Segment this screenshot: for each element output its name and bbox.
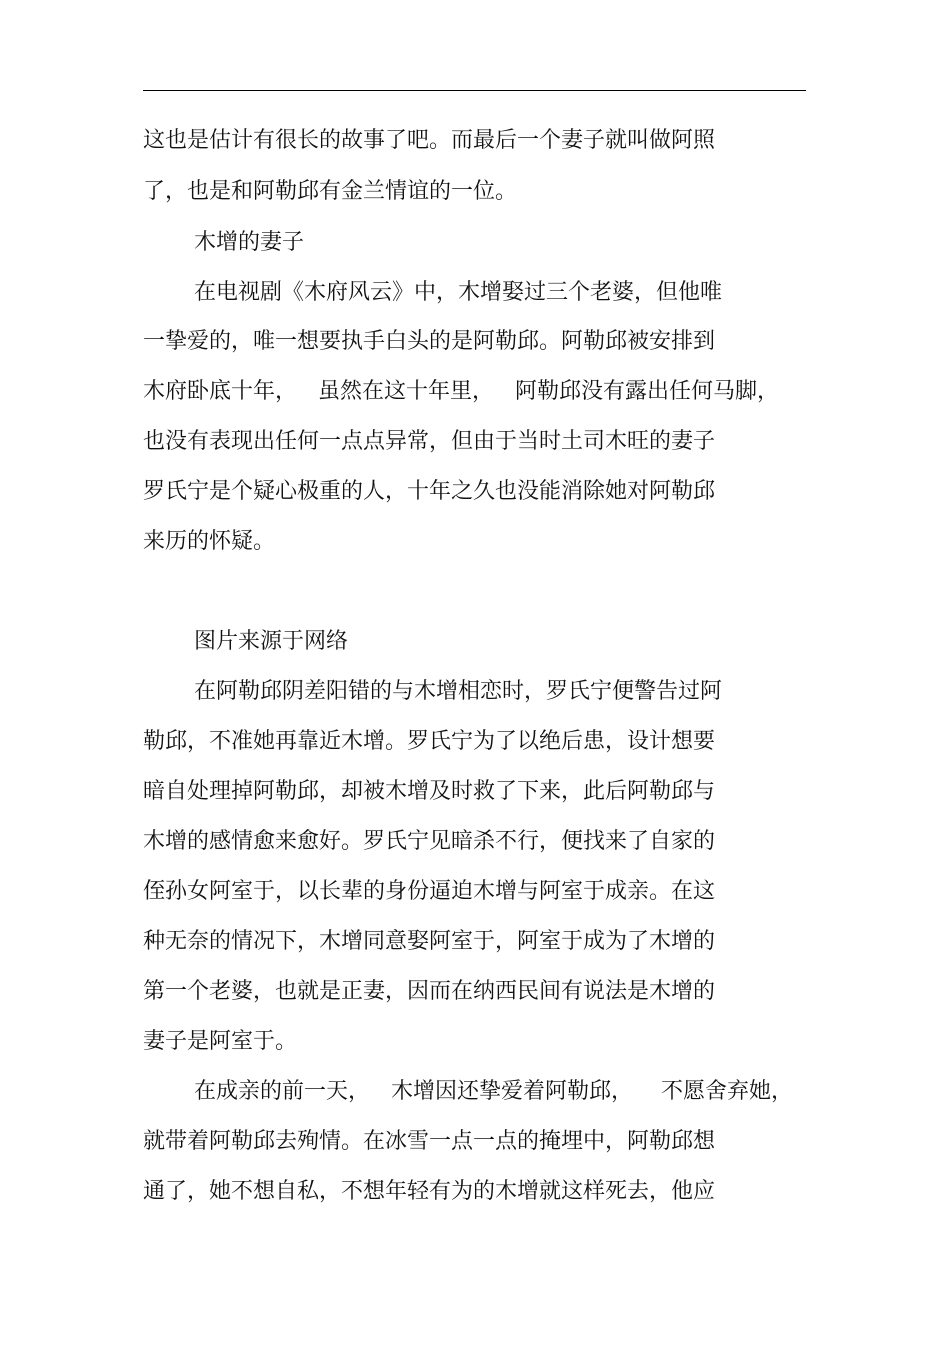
text-line: 了，也是和阿勒邱有金兰情谊的一位。 (143, 179, 518, 204)
text-line: 罗氏宁是个疑心极重的人，十年之久也没能消除她对阿勒邱 (143, 479, 716, 504)
header-rule (143, 90, 806, 91)
text-line: 来历的怀疑。 (143, 529, 276, 554)
text-line: 勒邱，不准她再靠近木增。罗氏宁为了以绝后患，设计想要 (143, 729, 716, 754)
image-caption: 图片来源于网络 (194, 629, 349, 654)
text-line: 在阿勒邱阴差阳错的与木增相恋时，罗氏宁便警告过阿 (194, 679, 723, 704)
text-line: 妻子是阿室于。 (143, 1029, 298, 1054)
text-line: 暗自处理掉阿勒邱，却被木增及时救了下来，此后阿勒邱与 (143, 779, 716, 804)
text-line: 就带着阿勒邱去殉情。在冰雪一点一点的掩埋中，阿勒邱想 (143, 1129, 716, 1154)
section-heading: 木增的妻子 (194, 230, 305, 255)
text-line: 在成亲的前一天， 木增因还挚爱着阿勒邱， 不愿舍弃她， (194, 1079, 793, 1104)
text-line: 通了，她不想自私，不想年轻有为的木增就这样死去，他应 (143, 1179, 716, 1204)
text-line: 这也是估计有很长的故事了吧。而最后一个妻子就叫做阿照 (143, 128, 716, 153)
text-line: 第一个老婆，也就是正妻，因而在纳西民间有说法是木增的 (143, 979, 716, 1004)
text-line: 木府卧底十年， 虽然在这十年里， 阿勒邱没有露出任何马脚， (143, 379, 779, 404)
text-line: 侄孙女阿室于，以长辈的身份逼迫木增与阿室于成亲。在这 (143, 879, 716, 904)
text-line: 种无奈的情况下，木增同意娶阿室于，阿室于成为了木增的 (143, 929, 716, 954)
text-line: 一挚爱的，唯一想要执手白头的是阿勒邱。阿勒邱被安排到 (143, 329, 716, 354)
text-line: 也没有表现出任何一点点异常，但由于当时土司木旺的妻子 (143, 429, 716, 454)
text-line: 在电视剧《木府风云》中，木增娶过三个老婆，但他唯 (194, 280, 723, 305)
text-line: 木增的感情愈来愈好。罗氏宁见暗杀不行，便找来了自家的 (143, 829, 716, 854)
